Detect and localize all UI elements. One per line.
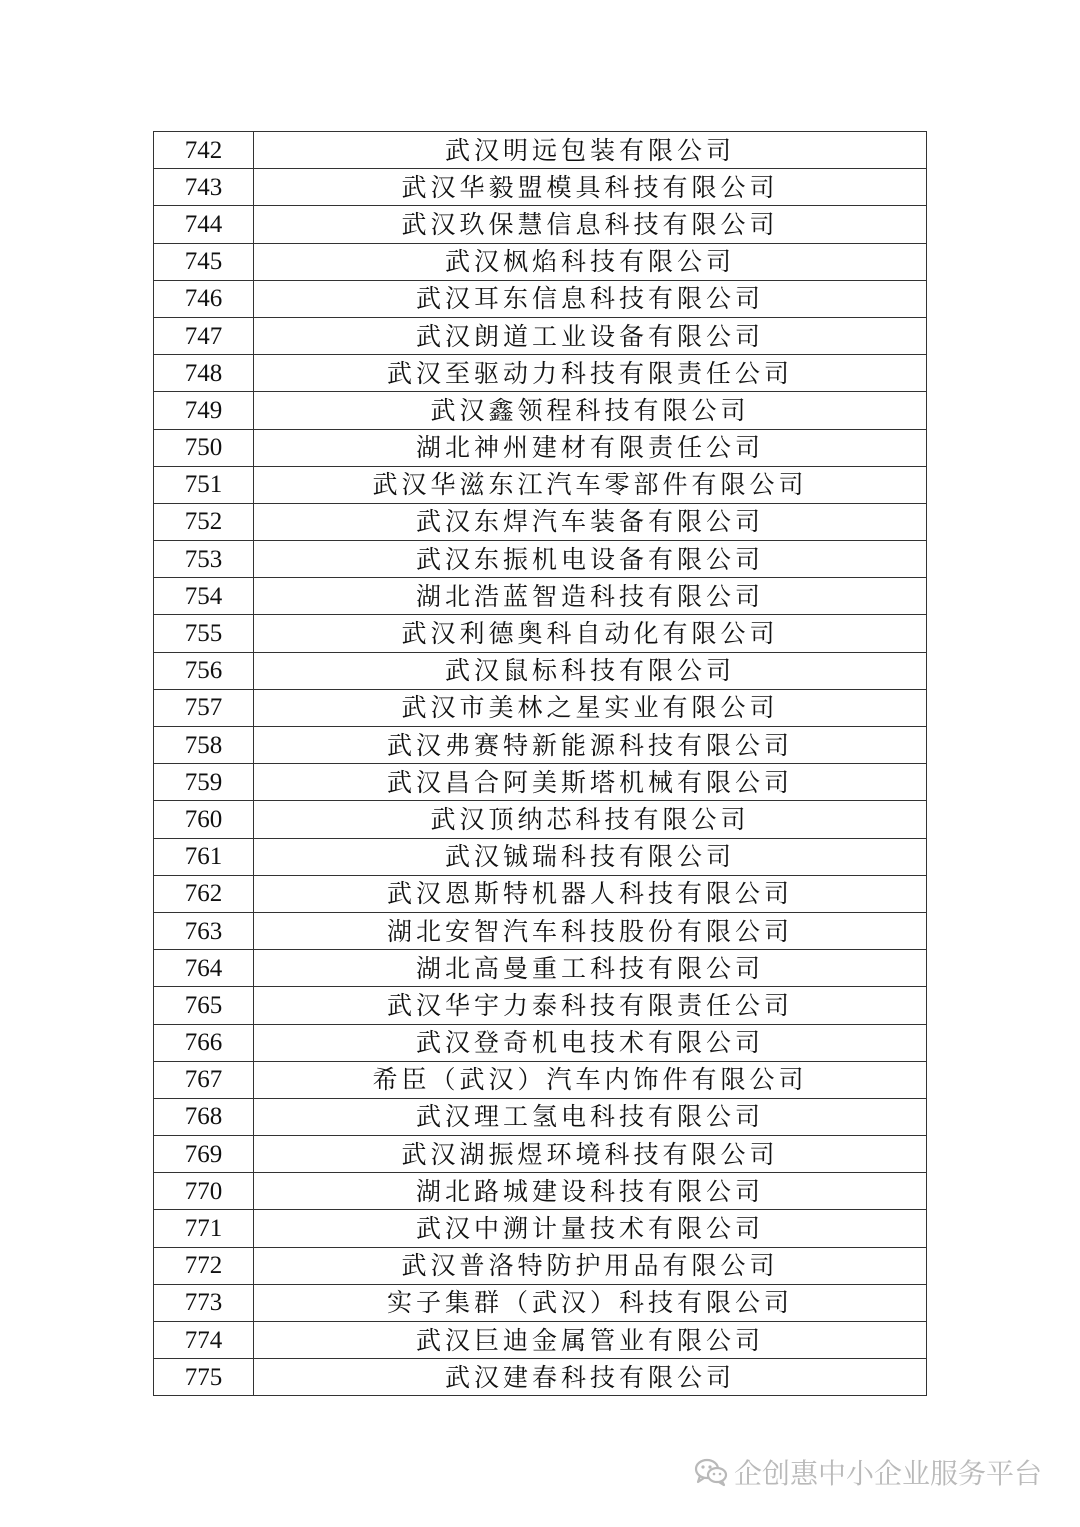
table-row <box>154 652 927 689</box>
company-name: 武汉明远包装有限公司 <box>254 132 927 169</box>
wechat-icon <box>694 1457 728 1487</box>
company-name: 武汉华宇力泰科技有限责任公司 <box>254 987 927 1024</box>
company-name: 希臣（武汉）汽车内饰件有限公司 <box>254 1061 927 1098</box>
row-number: 770 <box>154 1173 254 1210</box>
table-row <box>154 1247 927 1284</box>
watermark-text: 企创惠中小企业服务平台 <box>733 1457 1042 1490</box>
row-number: 775 <box>154 1359 254 1396</box>
table-row <box>154 875 927 912</box>
table-row <box>154 503 927 540</box>
company-name: 武汉东振机电设备有限公司 <box>254 541 927 578</box>
company-name: 武汉东焊汽车装备有限公司 <box>254 503 927 540</box>
company-name: 武汉湖振煜环境科技有限公司 <box>254 1136 927 1173</box>
row-number: 769 <box>154 1136 254 1173</box>
row-number: 757 <box>154 689 254 726</box>
row-number: 755 <box>154 615 254 652</box>
table-row <box>154 1284 927 1321</box>
table-row <box>154 727 927 764</box>
table-row <box>154 1024 927 1061</box>
company-name: 湖北神州建材有限责任公司 <box>254 429 927 466</box>
row-number: 747 <box>154 317 254 354</box>
table-row <box>154 355 927 392</box>
table-row <box>154 317 927 354</box>
table-row <box>154 838 927 875</box>
table-row <box>154 689 927 726</box>
table-row <box>154 1322 927 1359</box>
company-name: 武汉耳东信息科技有限公司 <box>254 280 927 317</box>
company-name: 武汉玖保慧信息科技有限公司 <box>254 206 927 243</box>
table-row <box>154 392 927 429</box>
table-row <box>154 132 927 169</box>
company-list-body <box>154 132 927 1396</box>
company-name: 武汉利德奥科自动化有限公司 <box>254 615 927 652</box>
company-name: 武汉建春科技有限公司 <box>254 1359 927 1396</box>
company-name: 湖北安智汽车科技股份有限公司 <box>254 912 927 949</box>
table-row <box>154 1359 927 1396</box>
company-name: 湖北路城建设科技有限公司 <box>254 1173 927 1210</box>
table-row <box>154 1173 927 1210</box>
company-name: 武汉弗赛特新能源科技有限公司 <box>254 727 927 764</box>
table-row <box>154 1098 927 1135</box>
company-name: 武汉朗道工业设备有限公司 <box>254 317 927 354</box>
row-number: 765 <box>154 987 254 1024</box>
row-number: 764 <box>154 950 254 987</box>
company-name: 武汉昌合阿美斯塔机械有限公司 <box>254 764 927 801</box>
company-name: 武汉普洛特防护用品有限公司 <box>254 1247 927 1284</box>
table-row <box>154 801 927 838</box>
row-number: 742 <box>154 132 254 169</box>
row-number: 773 <box>154 1284 254 1321</box>
company-name: 武汉鼠标科技有限公司 <box>254 652 927 689</box>
table-row <box>154 429 927 466</box>
row-number: 772 <box>154 1247 254 1284</box>
company-name: 湖北浩蓝智造科技有限公司 <box>254 578 927 615</box>
company-list-table <box>153 131 927 1396</box>
table-row <box>154 541 927 578</box>
company-name: 武汉华滋东江汽车零部件有限公司 <box>254 466 927 503</box>
company-name: 湖北高曼重工科技有限公司 <box>254 950 927 987</box>
table-row <box>154 912 927 949</box>
table-row <box>154 950 927 987</box>
row-number: 751 <box>154 466 254 503</box>
row-number: 754 <box>154 578 254 615</box>
row-number: 743 <box>154 169 254 206</box>
row-number: 763 <box>154 912 254 949</box>
company-name: 实子集群（武汉）科技有限公司 <box>254 1284 927 1321</box>
table-row <box>154 243 927 280</box>
company-name: 武汉鑫领程科技有限公司 <box>254 392 927 429</box>
table-row <box>154 169 927 206</box>
row-number: 744 <box>154 206 254 243</box>
company-name: 武汉华毅盟模具科技有限公司 <box>254 169 927 206</box>
company-name: 武汉理工氢电科技有限公司 <box>254 1098 927 1135</box>
row-number: 752 <box>154 503 254 540</box>
row-number: 756 <box>154 652 254 689</box>
row-number: 760 <box>154 801 254 838</box>
table-row <box>154 578 927 615</box>
row-number: 768 <box>154 1098 254 1135</box>
table-row <box>154 615 927 652</box>
table-row <box>154 280 927 317</box>
company-name: 武汉巨迪金属管业有限公司 <box>254 1322 927 1359</box>
row-number: 753 <box>154 541 254 578</box>
row-number: 771 <box>154 1210 254 1247</box>
table-row <box>154 206 927 243</box>
table-row <box>154 1061 927 1098</box>
row-number: 761 <box>154 838 254 875</box>
row-number: 762 <box>154 875 254 912</box>
company-name: 武汉至驱动力科技有限责任公司 <box>254 355 927 392</box>
company-name: 武汉铖瑞科技有限公司 <box>254 838 927 875</box>
table-row <box>154 1210 927 1247</box>
row-number: 759 <box>154 764 254 801</box>
row-number: 774 <box>154 1322 254 1359</box>
row-number: 767 <box>154 1061 254 1098</box>
company-name: 武汉登奇机电技术有限公司 <box>254 1024 927 1061</box>
company-name: 武汉顶纳芯科技有限公司 <box>254 801 927 838</box>
row-number: 749 <box>154 392 254 429</box>
company-name: 武汉中溯计量技术有限公司 <box>254 1210 927 1247</box>
table-row <box>154 764 927 801</box>
watermark <box>694 1452 1042 1492</box>
row-number: 750 <box>154 429 254 466</box>
table-row <box>154 987 927 1024</box>
table-row <box>154 466 927 503</box>
company-name: 武汉恩斯特机器人科技有限公司 <box>254 875 927 912</box>
table-row <box>154 1136 927 1173</box>
company-name: 武汉枫焰科技有限公司 <box>254 243 927 280</box>
company-name: 武汉市美林之星实业有限公司 <box>254 689 927 726</box>
row-number: 748 <box>154 355 254 392</box>
row-number: 766 <box>154 1024 254 1061</box>
row-number: 745 <box>154 243 254 280</box>
row-number: 758 <box>154 727 254 764</box>
row-number: 746 <box>154 280 254 317</box>
